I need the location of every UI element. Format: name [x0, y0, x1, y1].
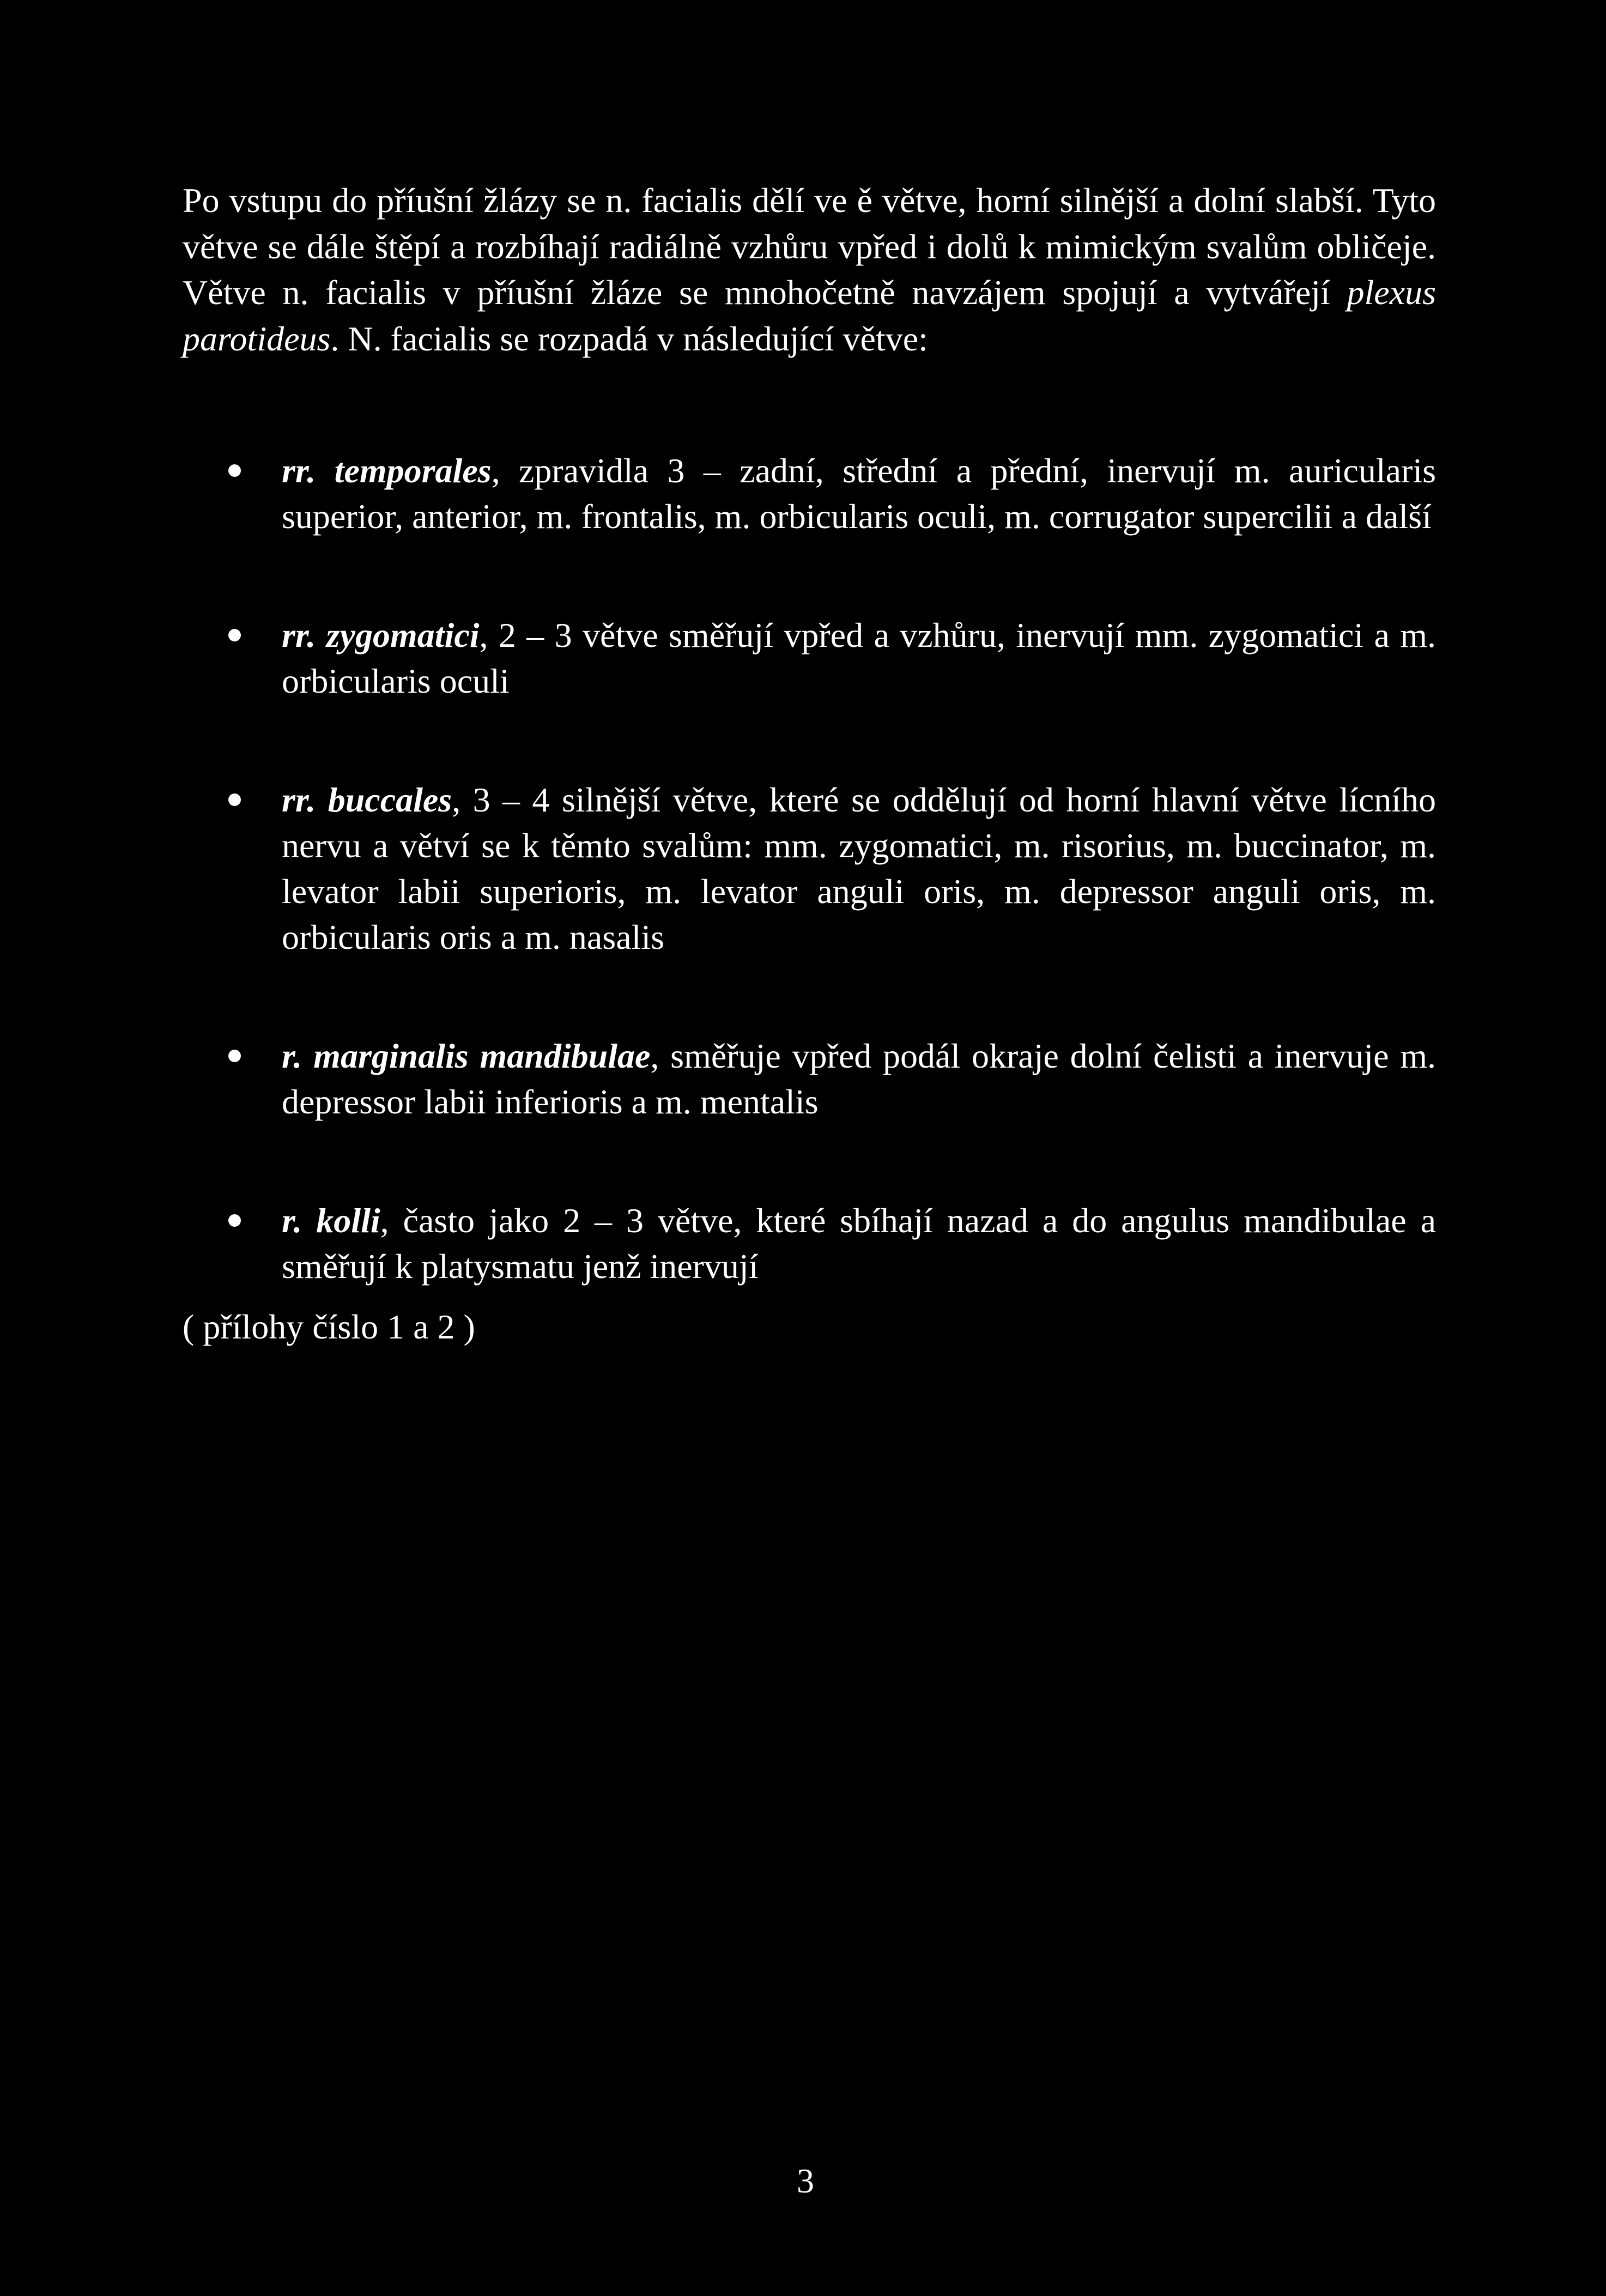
bullet-icon	[228, 629, 241, 641]
branch-term: zygomatici	[326, 616, 480, 655]
bullet-icon	[228, 1214, 241, 1227]
bullet-icon	[228, 464, 241, 477]
branch-description: , často jako 2 – 3 větve, které sbíhají nazad a do angulus mandibulae a směřují k platysmatu jenž inervují	[282, 1201, 1437, 1286]
branch-item-temporales	[183, 448, 1436, 540]
branch-description: , směřuje vpřed podál okraje dolní čelisti a inervuje m. depressor labii inferioris a m. mentalis	[282, 1037, 1437, 1121]
branch-term: temporales	[334, 451, 492, 490]
intro-italic-term: plexus parotideus	[183, 273, 1436, 358]
branch-term: marginalis mandibulae	[313, 1037, 651, 1075]
branch-description: , 3 – 4 silnější větve, které se oddělují od horní hlavní větve lícního nervu a větví se k těmto svalům: mm. zygomatici, m. risorius, m. buccinator, m. levator labii superioris, m. levator anguli oris, m. depressor anguli oris, m. orbicularis oris a m. nasalis	[282, 780, 1436, 956]
bullet-icon	[228, 793, 241, 806]
page-number: 3	[797, 2161, 814, 2200]
branch-prefix: r.	[282, 1201, 317, 1240]
branch-list	[183, 448, 1436, 1289]
branch-item-buccales	[183, 777, 1436, 960]
branch-item-kolli	[183, 1198, 1436, 1289]
branch-prefix: rr.	[282, 780, 328, 819]
attachments-note: ( přílohy číslo 1 a 2 )	[183, 1307, 475, 1346]
branch-prefix: r.	[282, 1037, 314, 1075]
branch-item-zygomatici	[183, 613, 1436, 704]
intro-text-start: Po vstupu do příušní žlázy se n. facialis dělí ve ě větve, horní silnější a dolní slabší. Tyto větve se dále štěpí a rozbíhají radiálně vzhůru vpřed i dolů k mimickým svalům obličeje. Větve n. facialis v příušní žláze se mnohočetně navzájem spojují a vytvářejí	[183, 181, 1436, 312]
branch-description: , 2 – 3 větve směřují vpřed a vzhůru, inervují mm. zygomatici a m. orbicularis oculi	[282, 616, 1437, 700]
intro-paragraph	[183, 178, 1436, 362]
branch-term: kolli	[316, 1201, 380, 1240]
bullet-icon	[228, 1050, 241, 1062]
branch-term: buccales	[328, 780, 452, 819]
branch-item-marginalis-mandibulae	[183, 1033, 1436, 1125]
branch-description: , zpravidla 3 – zadní, střední a přední, inervují m. auricularis superior, anterior, m. frontalis, m. orbicularis oculi, m. corrugator supercilii a další	[282, 451, 1437, 536]
branch-prefix: rr.	[282, 451, 335, 490]
branch-prefix: rr.	[282, 616, 326, 655]
intro-text-end: . N. facialis se rozpadá v následující větve:	[330, 319, 928, 358]
